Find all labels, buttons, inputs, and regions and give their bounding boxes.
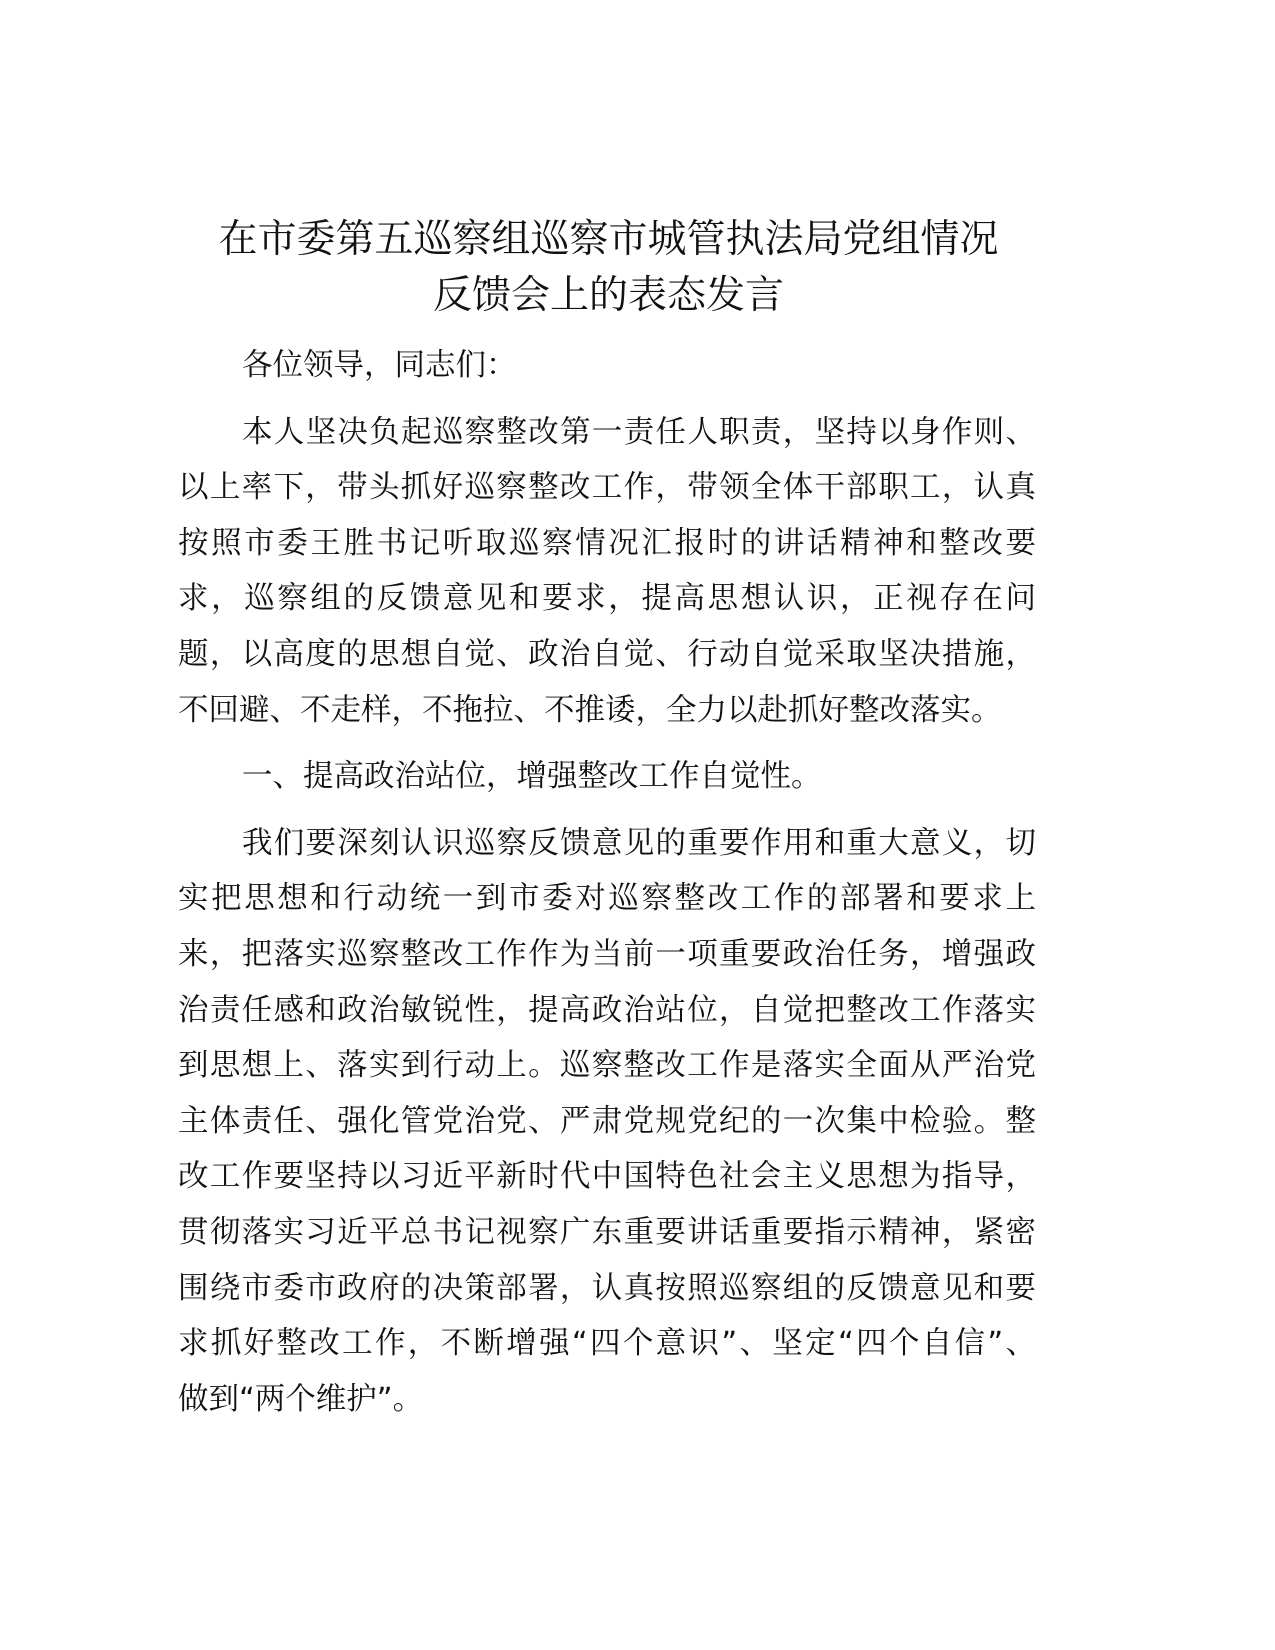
text-line: 贯彻落实习近平总书记视察广东重要讲话重要指示精神，紧密 <box>178 1214 1036 1250</box>
text-line: 围绕市委市政府的决策部署，认真按照巡察组的反馈意见和要 <box>178 1270 1036 1306</box>
greeting <box>178 338 1036 394</box>
text-line: 按照市委王胜书记听取巡察情况汇报时的讲话精神和整改要 <box>178 525 1036 561</box>
text-line: 求抓好整改工作，不断增强“四个意识”、坚定“四个自信”、 <box>178 1326 1036 1362</box>
text-line: 以上率下，带头抓好巡察整改工作，带领全体干部职工，认真 <box>178 470 1036 506</box>
document-body <box>178 338 1036 1438</box>
paragraph <box>178 816 1036 1428</box>
text-line: 主体责任、强化管党治党、严肃党规党纪的一次集中检验。整 <box>178 1103 1036 1139</box>
text-line: 本人坚决负起巡察整改第一责任人职责，坚持以身作则、 <box>242 414 1036 450</box>
greeting-line: 各位领导，同志们： <box>242 348 517 383</box>
text-line: 做到“两个维护”。 <box>178 1381 424 1417</box>
text-line: 改工作要坚持以习近平新时代中国特色社会主义思想为指导， <box>178 1159 1036 1195</box>
document-title <box>0 212 1217 324</box>
text-line: 不回避、不走样，不拖拉、不推诿，全力以赴抓好整改落实。 <box>178 692 1002 728</box>
section-heading <box>178 749 1036 805</box>
text-line: 实把思想和行动统一到市委对巡察整改工作的部署和要求上 <box>178 881 1036 917</box>
title-line: 反馈会上的表态发言 <box>432 273 784 318</box>
text-line: 治责任感和政治敏锐性，提高政治站位，自觉把整改工作落实 <box>178 992 1036 1028</box>
paragraph <box>178 405 1036 739</box>
text-line: 来，把落实巡察整改工作作为当前一项重要政治任务，增强政 <box>178 936 1036 972</box>
text-line: 题，以高度的思想自觉、政治自觉、行动自觉采取坚决措施， <box>178 636 1036 672</box>
text-line: 求，巡察组的反馈意见和要求，提高思想认识，正视存在问 <box>178 581 1036 617</box>
title-line: 在市委第五巡察组巡察市城管执法局党组情况 <box>218 217 999 262</box>
text-line: 我们要深刻认识巡察反馈意见的重要作用和重大意义，切 <box>242 825 1036 861</box>
text-line: 到思想上、落实到行动上。巡察整改工作是落实全面从严治党 <box>178 1048 1036 1084</box>
text-line: 一、提高政治站位，增强整改工作自觉性。 <box>242 759 822 795</box>
